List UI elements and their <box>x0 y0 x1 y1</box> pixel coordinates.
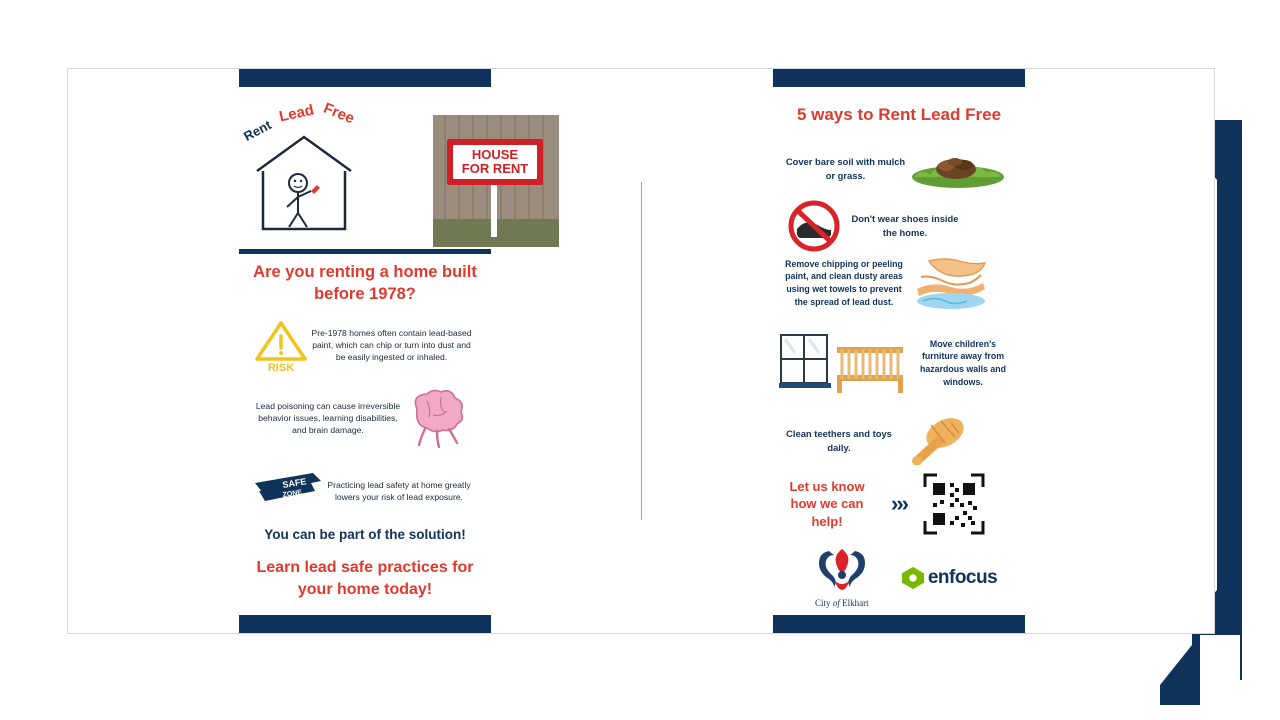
right-panel-title: 5 ways to Rent Lead Free <box>796 105 1002 124</box>
elkhart-word-city: City <box>815 598 831 608</box>
help-call-to-action: Let us know how we can help! <box>789 478 865 529</box>
panel-left-bottom-bar <box>239 615 491 633</box>
tip-row-paint <box>779 255 1019 311</box>
rattle-icon <box>895 417 973 465</box>
help-row <box>779 473 1019 535</box>
brain-icon <box>403 387 469 449</box>
panel-right-bottom-bar <box>773 615 1025 633</box>
logo-word-free: Free <box>320 99 357 128</box>
elkhart-word-of: of <box>832 598 840 608</box>
city-of-elkhart-logo <box>801 547 883 608</box>
house-with-person-icon <box>249 129 359 239</box>
logo-area <box>239 87 529 247</box>
enfocus-logo <box>901 566 997 590</box>
decorative-corner-triangle <box>1160 625 1240 705</box>
tip-text-soil: Cover bare soil with mulch or grass. <box>785 156 906 181</box>
qr-code-icon[interactable] <box>923 473 985 535</box>
brochure-panel-right <box>773 69 1025 633</box>
logo-word-rent: Rent <box>241 117 274 144</box>
brochure-panel-left <box>239 69 529 633</box>
rent-lead-free-logo <box>239 93 367 243</box>
tip-text-paint: Remove chipping or peeling paint, and clean dusty areas using wet towels to prevent the spread of lead dust. <box>785 258 903 307</box>
fold-divider <box>641 182 642 520</box>
svg-text:SAFE: SAFE <box>281 476 308 490</box>
tip-text-teether: Clean teethers and toys daily. <box>786 428 892 453</box>
tip-row-furniture <box>779 331 1019 395</box>
svg-text:FOR RENT: FOR RENT <box>461 161 529 176</box>
city-of-elkhart-name <box>801 598 883 608</box>
wet-cleaning-icon <box>909 255 993 311</box>
chevron-right-icon: ››› <box>891 491 907 516</box>
brochure-frame <box>67 68 1215 634</box>
tip-text-furniture: Move children's furniture away from hazardous walls and windows. <box>919 338 1007 387</box>
crib-window-icon <box>779 331 911 395</box>
svg-text:RISK: RISK <box>267 362 295 373</box>
solution-statement: You can be part of the solution! <box>264 527 466 542</box>
panel-left-top-bar <box>239 69 491 87</box>
safe-zone-description-text: Practicing lead safety at home greatly lowers your risk of lead exposure. <box>327 479 471 502</box>
enfocus-wordmark: enfocus <box>927 566 998 588</box>
svg-text:ZONE: ZONE <box>282 489 303 499</box>
tip-row-soil <box>783 149 1015 189</box>
risk-info-row <box>253 317 481 373</box>
learn-call-to-action: Learn lead safe practices for your home today! <box>256 559 474 598</box>
panel-right-top-bar <box>773 69 1025 87</box>
tip-row-shoes <box>783 199 1015 253</box>
enfocus-mark-icon <box>901 566 925 590</box>
partner-logos-row <box>781 547 1017 608</box>
safe-zone-info-row <box>253 469 485 513</box>
risk-warning-icon <box>253 317 309 373</box>
tip-row-teether <box>783 417 1015 465</box>
tip-text-shoes: Don't wear shoes inside the home. <box>851 213 959 238</box>
no-shoes-icon <box>783 199 845 253</box>
elkhart-word-elkhart: Elkhart <box>842 598 869 608</box>
house-for-rent-photo <box>433 115 559 247</box>
safe-zone-badge-icon <box>253 469 323 513</box>
panel-left-rule <box>239 249 491 254</box>
headline-renting-question: Are you renting a home built before 1978? <box>253 263 477 304</box>
svg-text:HOUSE: HOUSE <box>471 147 519 162</box>
brain-description-text: Lead poisoning can cause irreversible behavior issues, learning disabilities, and brain damage. <box>255 400 401 436</box>
logo-word-lead: Lead <box>277 101 316 126</box>
risk-description-text: Pre-1978 homes often contain lead-based paint, which can chip or turn into dust and be easily ingested or inhaled. <box>311 327 472 363</box>
mulch-icon <box>908 149 1008 189</box>
brain-info-row <box>253 387 481 449</box>
